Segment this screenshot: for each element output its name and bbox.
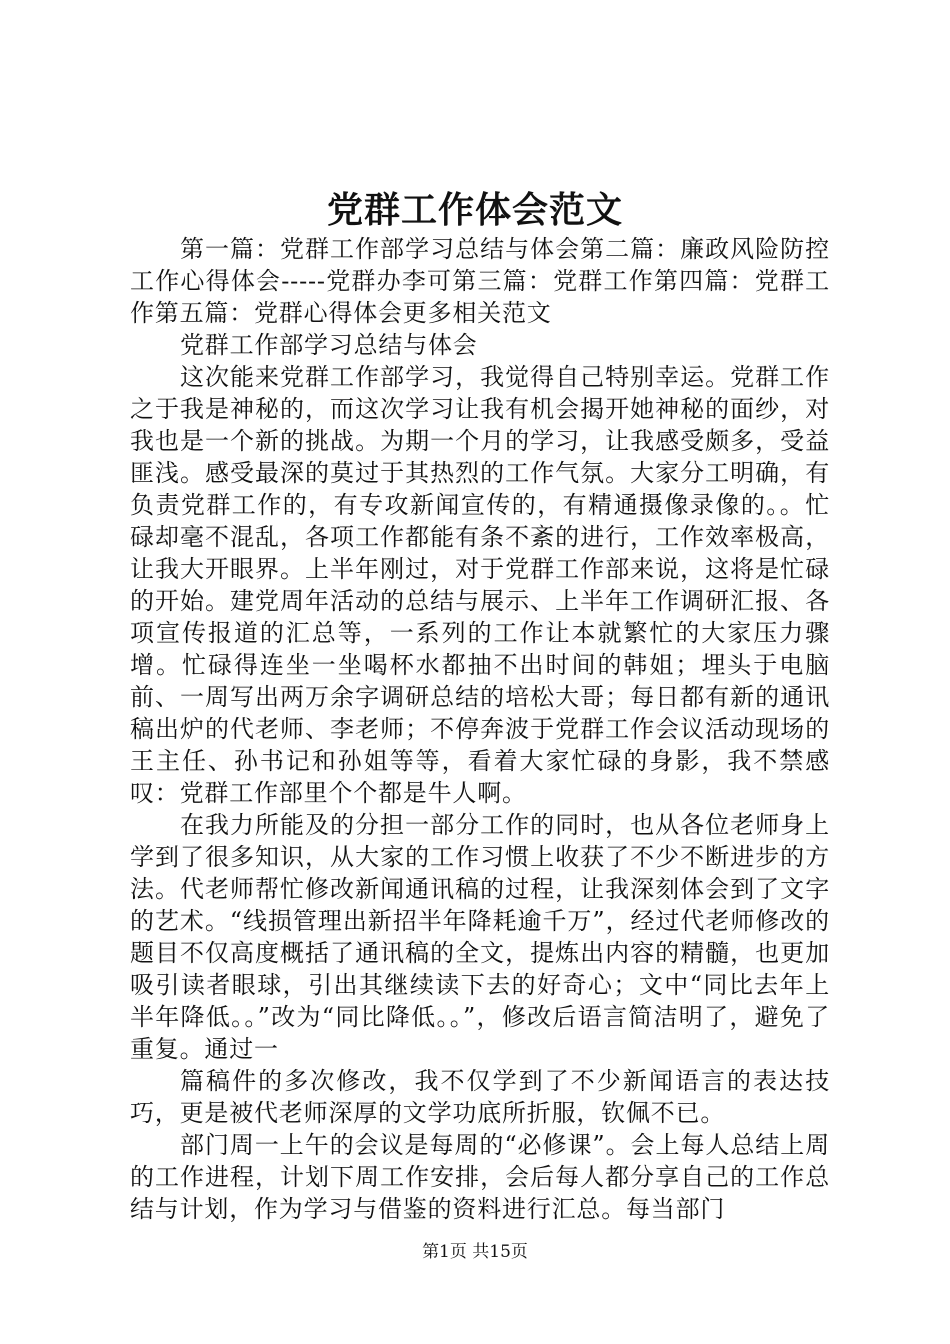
paragraph-body: 在我力所能及的分担一部分工作的同时，也从各位老师身上学到了很多知识，从大家的工作习惯上收获了不少不断进步的方法。代老师帮忙修改新闻通讯稿的过程，让我深刻体会到了文字的艺术。“线损管理出新招半年降耗逾千万”，经过代老师修改的题目不仅高度概括了通讯稿的全文，提炼出内容的精髓，也更加吸引读者眼球，引出其继续读下去的好奇心；文中“同比去年上半年降低。。”改为“同比降低。。”，修改后语言简洁明了，避免了重复。通过一 — [130, 811, 830, 1063]
paragraph-section-heading: 党群工作部学习总结与体会 — [180, 331, 478, 359]
paragraph-body: 部门周一上午的会议是每周的“必修课”。会上每人总结上周的工作进程，计划下周工作安排，会后每人都分享自己的工作总结与计划，作为学习与借鉴的资料进行汇总。每当部门 — [130, 1131, 830, 1223]
paragraph-contents-list: 第一篇：党群工作部学习总结与体会第二篇：廉政风险防控工作心得体会-----党群办李可第三篇：党群工作第四篇：党群工作第五篇：党群心得体会更多相关范文 — [130, 235, 830, 327]
document-body — [130, 233, 830, 1225]
paragraph-body: 这次能来党群工作部学习，我觉得自己特别幸运。党群工作之于我是神秘的，而这次学习让我有机会揭开她神秘的面纱，对我也是一个新的挑战。为期一个月的学习，让我感受颇多，受益匪浅。感受最深的莫过于其热烈的工作气氛。大家分工明确，有负责党群工作的，有专攻新闻宣传的，有精通摄像录像的。。忙碌却毫不混乱，各项工作都能有条不紊的进行，工作效率极高，让我大开眼界。上半年刚过，对于党群工作部来说，这将是忙碌的开始。建党周年活动的总结与展示、上半年工作调研汇报、各项宣传报道的汇总等，一系列的工作让本就繁忙的大家压力骤增。忙碌得连坐一坐喝杯水都抽不出时间的韩姐；埋头于电脑前、一周写出两万余字调研总结的培松大哥；每日都有新的通讯稿出炉的代老师、李老师；不停奔波于党群工作会议活动现场的王主任、孙书记和孙姐等等，看着大家忙碌的身影，我不禁感叹：党群工作部里个个都是牛人啊。 — [130, 363, 830, 807]
page-number: 第1页 共15页 — [422, 1242, 528, 1262]
document-title: 党群工作体会范文 — [326, 189, 623, 231]
paragraph-body: 篇稿件的多次修改，我不仅学到了不少新闻语言的表达技巧，更是被代老师深厚的文学功底所折服，钦佩不已。 — [130, 1067, 830, 1127]
